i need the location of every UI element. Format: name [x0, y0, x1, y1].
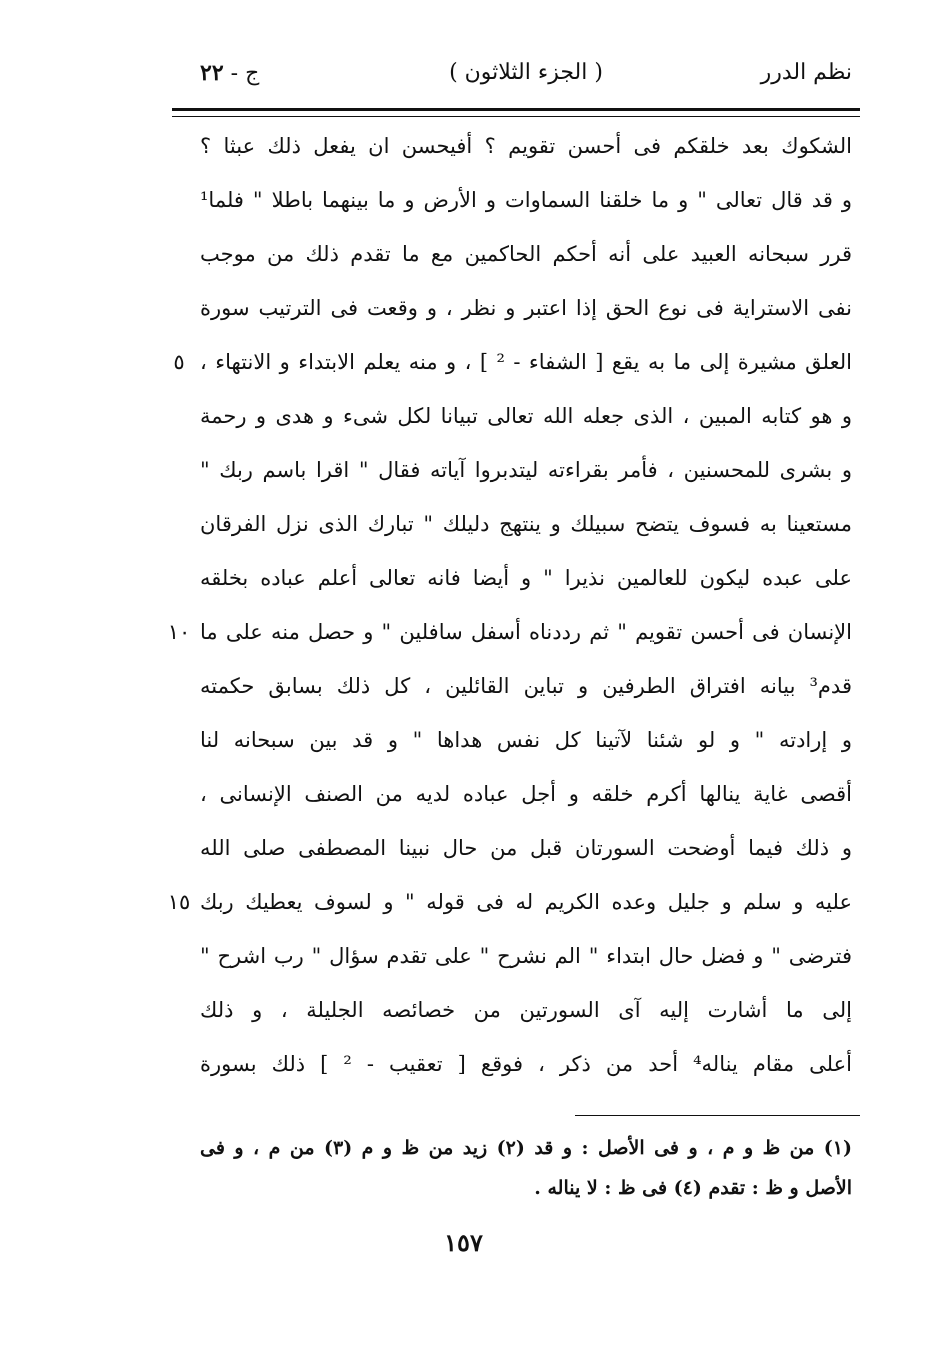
line-number-5: ٥ [173, 350, 185, 374]
text-line-5: العلق مشيرة إلى ما به يقع [ الشفاء - ² ] ، و منه يعلم الابتداء و الانتهاء ، [200, 350, 852, 374]
text-line-1: الشكوك بعد خلقكم فى أحسن تقويم ؟ أفيحسن ان يفعل ذلك عبثا ؟ [200, 134, 852, 158]
text-line-11: قدم³ بيانه افتراق الطرفين و تباين القائلين ، كل ذلك بسابق حكمته [200, 674, 852, 698]
text-line-18: أعلى مقام يناله⁴ أحد من ذكر ، فوقع [ تعقيب - ² ] ذلك بسورة [200, 1052, 852, 1076]
header-rule-thick [172, 108, 860, 111]
text-line-16: فترضى " و فضل حال ابتداء " الم نشرح " على تقدم سؤال " رب اشرح " [200, 944, 852, 968]
footnote-line-2: الأصل و ظ : تقدم (٤) فى ظ : لا يناله . [534, 1177, 852, 1199]
line-number-15: ١٥ [167, 890, 191, 914]
text-line-15: عليه و سلم و جليل وعده الكريم له فى قوله " و لسوف يعطيك ربك [200, 890, 852, 914]
running-header [200, 52, 852, 102]
header-rule-thin [172, 116, 860, 117]
volume-number: ٢٢ [200, 60, 224, 86]
text-line-8: مستعينا به فسوف يتضح سبيلك و ينتهج دليلك " تبارك الذى نزل الفرقان [200, 512, 852, 536]
text-line-13: أقصى غاية ينالها أكرم خلقه و أجل عباده لديه من الصنف الإنسانى ، [200, 782, 852, 806]
text-line-2: و قد قال تعالى " و ما خلقنا السماوات و الأرض و ما بينهما باطلا " فلما¹ [200, 188, 852, 212]
text-line-10: الإنسان فى أحسن تقويم " ثم رددناه أسفل سافلين " و حصل منه على ما [200, 620, 852, 644]
text-line-6: و هو كتابه المبين ، الذى جعله الله تعالى تبيانا لكل شىء و هدى و رحمة [200, 404, 852, 428]
line-number-10: ١٠ [167, 620, 191, 644]
text-line-9: على عبده ليكون للعالمين نذيرا " و أيضا فانه تعالى أعلم عباده بخلقه [200, 566, 852, 590]
footnote-line-1: (١) من ظ و م ، و فى الأصل : و قد (٢) زيد من ظ و م (٣) من م ، و فى [200, 1137, 852, 1159]
text-line-4: نفى الاستراية فى نوع الحق إذا اعتبر و نظر ، و وقعت فى الترتيب سورة [200, 296, 852, 320]
volume-indicator [200, 60, 259, 86]
book-title: نظم الدرر [760, 60, 852, 85]
text-line-3: قرر سبحانه العبيد على أنه أحكم الحاكمين مع ما تقدم ذلك من موجب [200, 242, 852, 266]
text-line-17: إلى ما أشارت إليه آى السورتين من خصائصه الجليلة ، و ذلك [200, 998, 852, 1022]
part-title: ( الجزء الثلاثون ) [449, 60, 603, 85]
text-line-12: و إرادته " و لو شئنا لآتينا كل نفس هداها " و قد بين سبحانه لنا [200, 728, 852, 752]
page-number: ١٥٧ [444, 1228, 483, 1257]
volume-label: ج - [230, 61, 260, 86]
text-line-7: و بشرى للمحسنين ، فأمر بقراءته ليتدبروا آياته فقال " اقرا باسم ربك " [200, 458, 852, 482]
footnote-rule [575, 1115, 860, 1116]
text-line-14: و ذلك فيما أوضحت السورتان قبل من حال نبينا المصطفى صلى الله [200, 836, 852, 860]
